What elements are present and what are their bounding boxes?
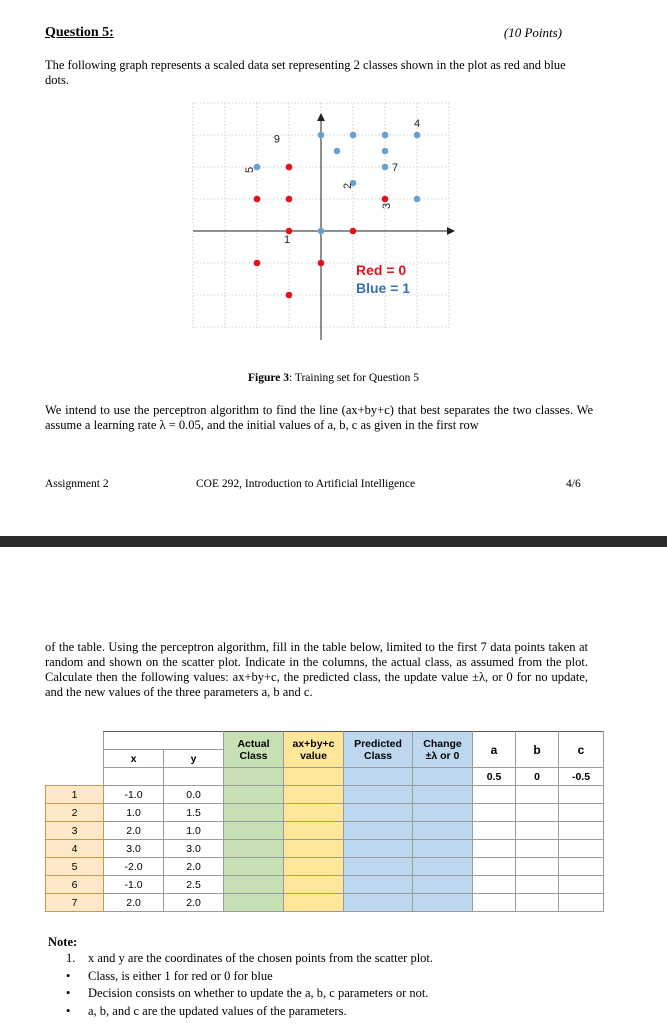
cell-x: 1.0 (104, 804, 164, 822)
question-points: (10 Points) (503, 25, 562, 40)
blue-point (350, 132, 357, 139)
cell-y: 1.5 (164, 804, 224, 822)
blue-point (414, 196, 421, 203)
cell-a[interactable] (473, 876, 516, 894)
cell-value[interactable] (284, 786, 344, 804)
red-point (254, 196, 261, 203)
point-label-4: 4 (414, 118, 421, 130)
legend-red: Red = 0 (356, 262, 407, 278)
header-a: a (473, 732, 516, 768)
note-item: • a, b, and c are the updated values of the parameters. (66, 1003, 347, 1018)
row-number: 2 (46, 804, 104, 822)
cell-predicted-class[interactable] (344, 786, 413, 804)
cell-y: 1.0 (164, 822, 224, 840)
cell-c[interactable] (559, 858, 604, 876)
header-actual-class: Actual Class (224, 732, 284, 768)
header-change: Change ±λ or 0 (413, 732, 473, 768)
cell-actual-class[interactable] (224, 804, 284, 822)
cell-actual-class[interactable] (224, 858, 284, 876)
blue-point (382, 164, 389, 171)
cell-value[interactable] (284, 804, 344, 822)
cell-x: 2.0 (104, 894, 164, 912)
table-row (46, 804, 604, 822)
note-title: Note: (48, 935, 78, 949)
blue-point (318, 228, 325, 235)
cell-change[interactable] (413, 822, 473, 840)
initial-a: 0.5 (473, 768, 516, 786)
header-c: c (559, 732, 604, 768)
cell-y: 2.0 (164, 894, 224, 912)
legend-blue: Blue = 1 (356, 280, 411, 296)
point-label-3: 3 (381, 202, 393, 209)
cell-a[interactable] (473, 858, 516, 876)
cell-y: 2.5 (164, 876, 224, 894)
cell-x: -1.0 (104, 876, 164, 894)
red-point (254, 260, 261, 267)
cell-b[interactable] (516, 822, 559, 840)
cell-value[interactable] (284, 858, 344, 876)
scatter-plot (190, 100, 460, 340)
cell-change[interactable] (413, 894, 473, 912)
question-title: Question 5: (45, 25, 114, 40)
cell-b[interactable] (516, 804, 559, 822)
row-number: 4 (46, 840, 104, 858)
table-row (46, 822, 604, 840)
cell-value[interactable] (284, 876, 344, 894)
cell-value[interactable] (284, 822, 344, 840)
cell-change[interactable] (413, 840, 473, 858)
perceptron-table (45, 731, 604, 912)
red-point (286, 196, 293, 203)
point-label-1: 1 (284, 234, 291, 246)
header-b: b (516, 732, 559, 768)
intent-paragraph: We intend to use the perceptron algorithm to find the line (ax+by+c) that best separates the two classes. We assume a learning rate λ = 0.05, and the initial values of a, b, c as given in the first row (45, 403, 593, 432)
point-label-7: 7 (392, 162, 399, 174)
continuation-paragraph: of the table. Using the perceptron algorithm, fill in the table below, limited to the first 7 data points taken at random and shown on the scatter plot. Indicate in the columns, the actual class, as assumed from the plot. Calculate then the following values: ax+by+c, the predicted class, the update value ±λ, or 0 for no update, and the new values of the three parameters a, b and c. (45, 640, 588, 699)
cell-change[interactable] (413, 786, 473, 804)
cell-predicted-class[interactable] (344, 876, 413, 894)
initial-c: -0.5 (559, 768, 604, 786)
cell-c[interactable] (559, 786, 604, 804)
cell-c[interactable] (559, 840, 604, 858)
cell-b[interactable] (516, 894, 559, 912)
plot-axes (193, 113, 455, 340)
blue-point (334, 148, 341, 155)
cell-predicted-class[interactable] (344, 822, 413, 840)
plot-point-labels (244, 118, 420, 246)
cell-x: -1.0 (104, 786, 164, 804)
cell-change[interactable] (413, 858, 473, 876)
cell-predicted-class[interactable] (344, 840, 413, 858)
cell-c[interactable] (559, 876, 604, 894)
blue-point (414, 132, 421, 139)
intro-paragraph: The following graph represents a scaled data set representing 2 classes shown in the plot as red and blue dots. (45, 58, 566, 87)
cell-actual-class[interactable] (224, 840, 284, 858)
blue-point (318, 132, 325, 139)
header-x: x (104, 750, 164, 768)
page-divider (0, 536, 667, 547)
red-point (286, 292, 293, 299)
point-label-5: 5 (244, 166, 256, 173)
point-label-2: 2 (342, 182, 354, 189)
cell-predicted-class[interactable] (344, 804, 413, 822)
row-number: 3 (46, 822, 104, 840)
table-row (46, 894, 604, 912)
initial-row (46, 768, 604, 786)
red-point (286, 164, 293, 171)
note-item: • Class, is either 1 for red or 0 for blue (66, 968, 273, 983)
cell-predicted-class[interactable] (344, 894, 413, 912)
note-item: 1. x and y are the coordinates of the chosen points from the scatter plot. (66, 951, 434, 965)
cell-x: -2.0 (104, 858, 164, 876)
table-row (46, 876, 604, 894)
initial-b: 0 (516, 768, 559, 786)
header-row-1 (46, 732, 604, 750)
cell-value[interactable] (284, 894, 344, 912)
figure-caption-text: : Training set for Question 5 (288, 372, 419, 384)
cell-x: 3.0 (104, 840, 164, 858)
header-y: y (164, 750, 224, 768)
cell-actual-class[interactable] (224, 822, 284, 840)
cell-value[interactable] (284, 840, 344, 858)
cell-b[interactable] (516, 876, 559, 894)
header-value: ax+by+c value (284, 732, 344, 768)
cell-change[interactable] (413, 876, 473, 894)
red-point (318, 260, 325, 267)
cell-y: 2.0 (164, 858, 224, 876)
cell-b[interactable] (516, 840, 559, 858)
row-number: 6 (46, 876, 104, 894)
cell-x: 2.0 (104, 822, 164, 840)
red-point (382, 196, 389, 203)
cell-a[interactable] (473, 804, 516, 822)
footer-assignment: Assignment 2 (45, 478, 109, 490)
cell-predicted-class[interactable] (344, 858, 413, 876)
row-number: 5 (46, 858, 104, 876)
figure-label: Figure 3 (247, 372, 289, 384)
cell-c[interactable] (559, 822, 604, 840)
cell-a[interactable] (473, 822, 516, 840)
table-row (46, 858, 604, 876)
cell-a[interactable] (473, 840, 516, 858)
y-axis-arrow (317, 113, 325, 121)
cell-change[interactable] (413, 804, 473, 822)
cell-c[interactable] (559, 894, 604, 912)
blue-point (382, 148, 389, 155)
cell-actual-class[interactable] (224, 786, 284, 804)
cell-actual-class[interactable] (224, 876, 284, 894)
cell-y: 0.0 (164, 786, 224, 804)
note-item: • Decision consists on whether to update the a, b, c parameters or not. (66, 986, 429, 1000)
figure-caption (0, 372, 667, 384)
note-list (66, 950, 433, 1020)
row-number: 7 (46, 894, 104, 912)
red-point (350, 228, 357, 235)
cell-b[interactable] (516, 786, 559, 804)
row-number: 1 (46, 786, 104, 804)
table-row (46, 840, 604, 858)
cell-c[interactable] (559, 804, 604, 822)
x-axis-arrow (447, 227, 455, 235)
cell-a[interactable] (473, 894, 516, 912)
footer-page-number: 4/6 (566, 478, 581, 490)
cell-y: 3.0 (164, 840, 224, 858)
header-predicted-class: Predicted Class (344, 732, 413, 768)
footer-course: COE 292, Introduction to Artificial Intelligence (196, 478, 416, 490)
point-label-6: 6 (273, 132, 280, 144)
cell-b[interactable] (516, 858, 559, 876)
cell-a[interactable] (473, 786, 516, 804)
cell-actual-class[interactable] (224, 894, 284, 912)
blue-point (382, 132, 389, 139)
table-row (46, 786, 604, 804)
